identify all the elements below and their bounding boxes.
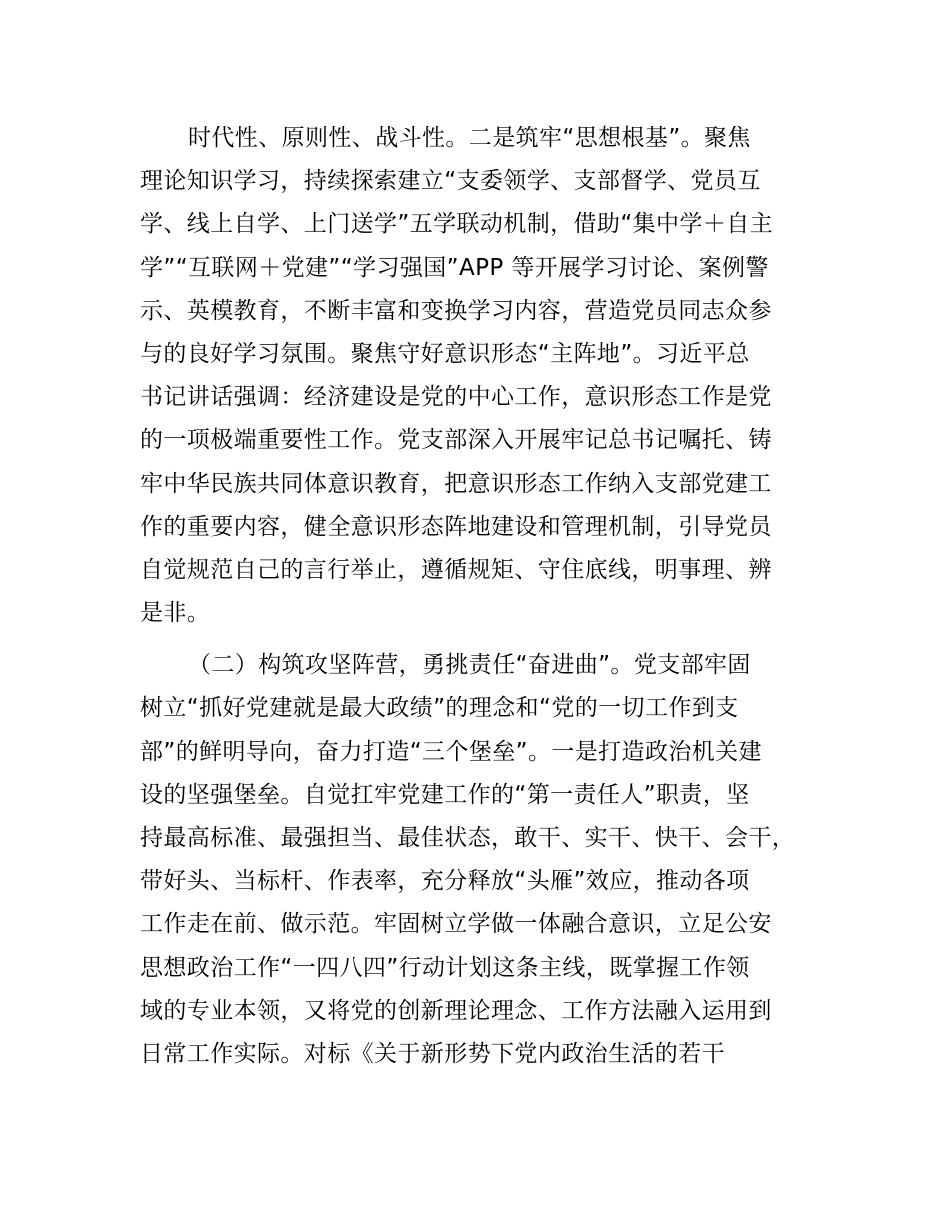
- paragraph-line: 树立“抓好党建就是最大政绩”的理念和“党的一切工作到支: [140, 695, 739, 722]
- paragraph-line: 与的良好学习氛围。聚焦守好意识形态“主阵地”。习近平总: [140, 340, 750, 367]
- paragraph-spacer: [140, 635, 832, 644]
- paragraph-line: 是非。: [140, 600, 211, 627]
- paragraph-line: 设的坚强堡垒。自觉扛牢党建工作的“第一责任人”职责，坚: [140, 781, 750, 808]
- paragraph-line: 理论知识学习，持续探索建立“支委领学、支部督学、党员互: [140, 168, 761, 195]
- document-body: [140, 117, 832, 1076]
- paragraph-line: 部”的鲜明导向，奋力打造“三个堡垒”。一是打造政治机关建: [140, 738, 762, 765]
- paragraph-line: 学”“互联网＋党建”“学习强国”APP 等开展学习讨论、案例警: [140, 254, 769, 281]
- paragraph-line: 持最高标准、最强担当、最佳状态，敢干、实干、快干、会干，: [140, 825, 796, 851]
- paragraph-line: 带好头、当标杆、作表率，充分释放“头雁”效应，推动各项: [140, 868, 750, 895]
- paragraph-line: 示、英模教育，不断丰富和变换学习内容，营造党员同志众参: [140, 297, 772, 324]
- paragraph-line: 日常工作实际。对标《关于新形势下党内政治生活的若干: [140, 1040, 725, 1067]
- paragraph-line: 的一项极端重要性工作。党支部深入开展牢记总书记嘱托、铸: [140, 427, 772, 454]
- paragraph-line: 域的专业本领，又将党的创新理论理念、工作方法融入运用到: [140, 997, 772, 1024]
- paragraph-1: [140, 117, 832, 635]
- paragraph-line: 学、线上自学、上门送学”五学联动机制，借助“集中学＋自主: [140, 211, 774, 238]
- paragraph-line: 牢中华民族共同体意识教育，把意识形态工作纳入支部党建工: [140, 470, 772, 497]
- paragraph-line: 自觉规范自己的言行举止，遵循规矩、守住底线，明事理、辨: [140, 556, 772, 583]
- paragraph-line: 作的重要内容，健全意识形态阵地建设和管理机制，引导党员: [140, 513, 772, 540]
- paragraph-2: [140, 644, 832, 1076]
- paragraph-line: 思想政治工作“一四八四”行动计划这条主线，既掌握工作领: [140, 954, 750, 981]
- paragraph-line: （二）构筑攻坚阵营，勇挑责任“奋进曲”。党支部牢固: [188, 652, 751, 679]
- paragraph-line: 书记讲话强调：经济建设是党的中心工作，意识形态工作是党: [140, 384, 772, 411]
- paragraph-line: 时代性、原则性、战斗性。二是筑牢“思想根基”。聚焦: [188, 125, 751, 151]
- paragraph-line: 工作走在前、做示范。牢固树立学做一体融合意识，立足公安: [140, 911, 772, 938]
